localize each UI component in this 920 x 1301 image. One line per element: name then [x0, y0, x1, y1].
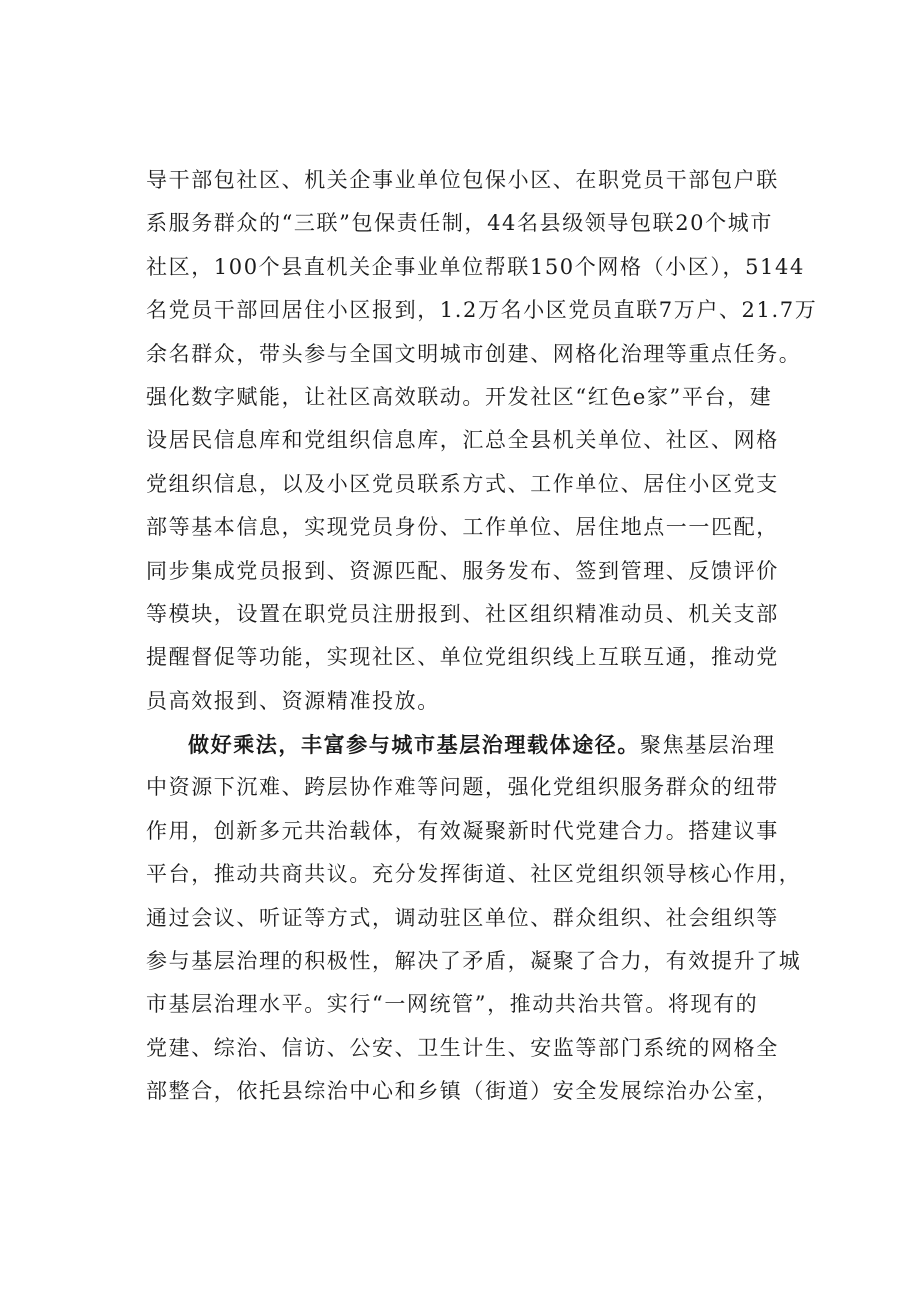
paragraph-line: 党建、综治、信访、公安、卫生计生、安监等部门系统的网格全: [146, 1035, 779, 1060]
paragraph-1: [146, 159, 818, 723]
paragraph-line: 等模块，设置在职党员注册报到、社区组织精准动员、机关支部: [146, 601, 779, 626]
paragraph-line: 名党员干部回居住小区报到，1.2万名小区党员直联7万户、21.7万: [146, 298, 818, 323]
paragraph-line: 作用，创新多元共治载体，有效凝聚新时代党建合力。搭建议事: [146, 818, 779, 843]
paragraph-line: 平台，推动共商共议。充分发挥街道、社区党组织领导核心作用，: [146, 862, 802, 887]
paragraph-first-line: [146, 723, 806, 766]
paragraph-line: 强化数字赋能，让社区高效联动。开发社区“红色e家”平台，建: [146, 384, 773, 409]
paragraph-line: 导干部包社区、机关企事业单位包保小区、在职党员干部包户联: [146, 168, 779, 192]
paragraph-line: 余名群众，带头参与全国文明城市创建、网格化治理等重点任务。: [146, 341, 802, 366]
paragraph-2: [146, 723, 806, 1114]
paragraph-line: 同步集成党员报到、资源匹配、服务发布、签到管理、反馈评价: [146, 558, 779, 583]
paragraph-line: 党组织信息，以及小区党员联系方式、工作单位、居住小区党支: [146, 471, 779, 496]
paragraph-line: 部整合，依托县综治中心和乡镇（街道）安全发展综治办公室，: [146, 1079, 779, 1104]
paragraph-line: 通过会议、听证等方式，调动驻区单位、群众组织、社会组织等: [146, 905, 779, 930]
paragraph-line: 社区，100个县直机关企事业单位帮联150个网格（小区），5144: [146, 254, 805, 279]
paragraph-line: 部等基本信息，实现党员身份、工作单位、居住地点一一匹配，: [146, 515, 779, 540]
paragraph-line: 市基层治理水平。实行“一网统管”，推动共治共管。将现有的: [146, 992, 759, 1017]
paragraph-line: 员高效报到、资源精准投放。: [146, 688, 440, 713]
paragraph-line: 设居民信息库和党组织信息库，汇总全县机关单位、社区、网格: [146, 428, 779, 453]
paragraph-line: 系服务群众的“三联”包保责任制，44名县级领导包联20个城市: [146, 211, 773, 236]
paragraph-line: 参与基层治理的积极性，解决了矛盾，凝聚了合力，有效提升了城: [146, 948, 802, 973]
paragraph-text: 聚焦基层治理: [640, 733, 776, 757]
paragraph-line: 提醒督促等功能，实现社区、单位党组织线上互联互通，推动党: [146, 645, 779, 670]
paragraph-line: 中资源下沉难、跨层协作难等问题，强化党组织服务群众的纽带: [146, 775, 779, 800]
section-lead-heading: 做好乘法，丰富参与城市基层治理载体途径。: [188, 732, 640, 757]
